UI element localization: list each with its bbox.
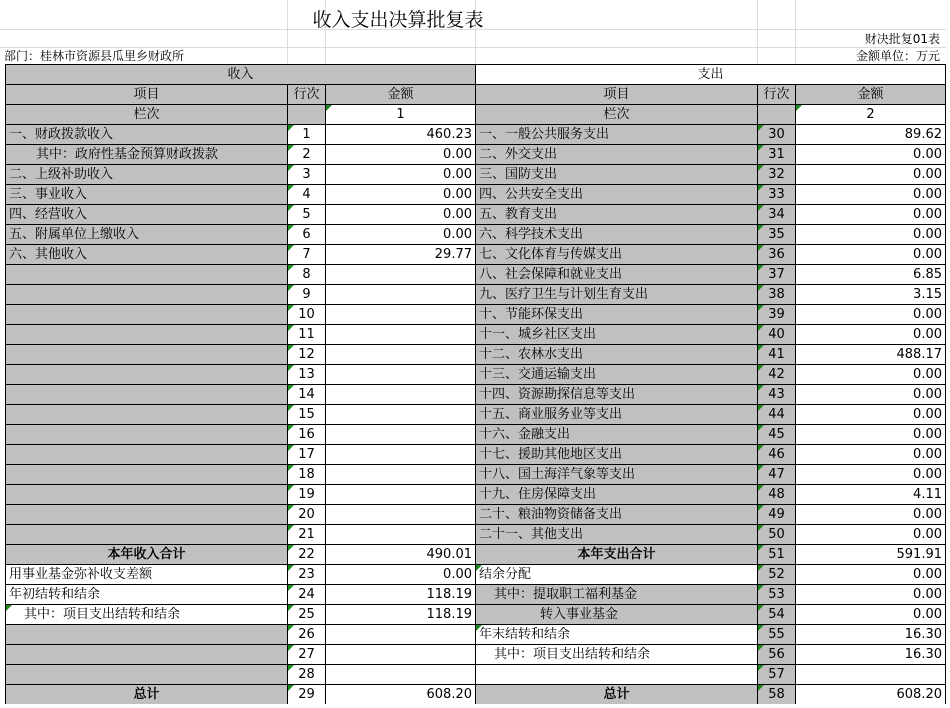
table-row: [6, 465, 946, 485]
table-row: [6, 585, 946, 605]
form-code: 财决批复01表: [864, 32, 940, 46]
expense-item-cell[interactable]: 十八、国土海洋气象等支出: [476, 465, 758, 485]
income-item-cell[interactable]: 四、经营收入: [6, 205, 288, 225]
income-rowno-cell[interactable]: 23: [288, 565, 326, 585]
expense-rowno-cell[interactable]: 57: [758, 665, 796, 685]
income-rowno-cell[interactable]: 24: [288, 585, 326, 605]
income-rowno-cell[interactable]: 29: [288, 685, 326, 705]
income-item-cell[interactable]: 一、财政拨款收入: [6, 125, 288, 145]
expense-item-cell[interactable]: 三、国防支出: [476, 165, 758, 185]
expense-rowno-cell[interactable]: 32: [758, 165, 796, 185]
expense-amount-cell[interactable]: 0.00: [796, 205, 946, 225]
expense-item-cell[interactable]: 十四、资源勘探信息等支出: [476, 385, 758, 405]
expense-rowno-cell[interactable]: 45: [758, 425, 796, 445]
income-header[interactable]: 收入: [6, 65, 476, 85]
income-rowno-cell[interactable]: 18: [288, 465, 326, 485]
table-row: [6, 365, 946, 385]
income-column-label[interactable]: 栏次: [6, 105, 288, 125]
expense-amount-cell[interactable]: 591.91: [796, 545, 946, 565]
income-rowno-cell[interactable]: 11: [288, 325, 326, 345]
table-row: [6, 145, 946, 165]
table-row: [6, 505, 946, 525]
expense-rowno-cell[interactable]: 49: [758, 505, 796, 525]
income-amount-cell[interactable]: 29.77: [326, 245, 476, 265]
income-amount-cell[interactable]: 0.00: [326, 225, 476, 245]
unit-label: 金额单位：万元: [855, 49, 940, 63]
expense-rowno-cell[interactable]: 56: [758, 645, 796, 665]
expense-item-cell[interactable]: 年末结转和结余: [476, 625, 758, 645]
income-item-cell[interactable]: [6, 665, 288, 685]
expense-item-header[interactable]: 项目: [476, 85, 758, 105]
table-row: [6, 345, 946, 365]
income-item-cell[interactable]: 用事业基金弥补收支差额: [6, 565, 288, 585]
table-row: [6, 385, 946, 405]
expense-amount-cell[interactable]: 488.17: [796, 345, 946, 365]
expense-item-cell[interactable]: 二十、粮油物资储备支出: [476, 505, 758, 525]
income-item-cell[interactable]: [6, 365, 288, 385]
income-item-cell[interactable]: 二、上级补助收入: [6, 165, 288, 185]
income-rowno-cell[interactable]: 4: [288, 185, 326, 205]
expense-amount-cell[interactable]: 0.00: [796, 525, 946, 545]
expense-amount-cell[interactable]: 4.11: [796, 485, 946, 505]
income-column-number[interactable]: 1: [326, 105, 476, 125]
table-row: [6, 665, 946, 685]
expense-amount-cell[interactable]: 0.00: [796, 605, 946, 625]
income-rowno-cell[interactable]: 14: [288, 385, 326, 405]
budget-table: [5, 64, 946, 705]
expense-rowno-cell[interactable]: 39: [758, 305, 796, 325]
income-rowno-cell[interactable]: 17: [288, 445, 326, 465]
expense-rowno-cell[interactable]: 46: [758, 445, 796, 465]
expense-amount-cell[interactable]: 0.00: [796, 145, 946, 165]
income-rowno-cell[interactable]: 9: [288, 285, 326, 305]
expense-rowno-cell[interactable]: 30: [758, 125, 796, 145]
income-amount-cell[interactable]: [326, 525, 476, 545]
expense-rowno-cell[interactable]: 36: [758, 245, 796, 265]
income-item-cell[interactable]: [6, 505, 288, 525]
income-item-cell[interactable]: [6, 425, 288, 445]
expense-amount-cell[interactable]: 0.00: [796, 365, 946, 385]
expense-column-label[interactable]: 栏次: [476, 105, 758, 125]
income-amount-cell[interactable]: 0.00: [326, 565, 476, 585]
table-row: [6, 185, 946, 205]
viewport-edge: [0, 704, 950, 708]
table-row: [6, 305, 946, 325]
expense-item-cell[interactable]: 本年支出合计: [476, 545, 758, 565]
expense-amount-cell[interactable]: 0.00: [796, 185, 946, 205]
income-item-cell[interactable]: 年初结转和结余: [6, 585, 288, 605]
income-amount-cell[interactable]: [326, 405, 476, 425]
expense-item-cell[interactable]: 十、节能环保支出: [476, 305, 758, 325]
expense-rowno-cell[interactable]: 33: [758, 185, 796, 205]
expense-rowno-cell[interactable]: 35: [758, 225, 796, 245]
expense-amount-cell[interactable]: 0.00: [796, 245, 946, 265]
income-item-cell[interactable]: [6, 485, 288, 505]
income-rowno-cell[interactable]: 16: [288, 425, 326, 445]
expense-amount-cell[interactable]: 0.00: [796, 325, 946, 345]
income-amount-cell[interactable]: [326, 665, 476, 685]
expense-item-cell[interactable]: 二、外交支出: [476, 145, 758, 165]
income-amount-cell[interactable]: [326, 645, 476, 665]
expense-rowno-cell[interactable]: 42: [758, 365, 796, 385]
table-row: [6, 565, 946, 585]
income-rowno-cell[interactable]: 12: [288, 345, 326, 365]
expense-amount-cell[interactable]: 0.00: [796, 425, 946, 445]
expense-rowno-cell[interactable]: 34: [758, 205, 796, 225]
table-row: [6, 325, 946, 345]
income-item-cell[interactable]: [6, 625, 288, 645]
table-row: [6, 225, 946, 245]
income-rowno-cell[interactable]: 21: [288, 525, 326, 545]
expense-item-cell[interactable]: 十六、金融支出: [476, 425, 758, 445]
expense-rowno-cell[interactable]: 43: [758, 385, 796, 405]
income-item-cell[interactable]: [6, 385, 288, 405]
table-row: [6, 525, 946, 545]
income-amount-cell[interactable]: 118.19: [326, 585, 476, 605]
income-amount-cell[interactable]: 0.00: [326, 185, 476, 205]
expense-rowno-cell[interactable]: 31: [758, 145, 796, 165]
table-row: [6, 245, 946, 265]
table-row: [6, 405, 946, 425]
expense-rowno-cell[interactable]: 48: [758, 485, 796, 505]
department-label: 部门：桂林市资源县瓜里乡财政所: [4, 49, 185, 63]
income-rowno-cell[interactable]: 1: [288, 125, 326, 145]
income-amount-cell[interactable]: 490.01: [326, 545, 476, 565]
income-amount-cell[interactable]: [326, 385, 476, 405]
table-row: [6, 605, 946, 625]
income-item-cell[interactable]: 总计: [6, 685, 288, 705]
expense-amount-cell[interactable]: 0.00: [796, 385, 946, 405]
expense-column-blank[interactable]: [758, 105, 796, 125]
income-amount-cell[interactable]: [326, 265, 476, 285]
income-item-cell[interactable]: 本年收入合计: [6, 545, 288, 565]
expense-rowno-cell[interactable]: 44: [758, 405, 796, 425]
expense-amount-header[interactable]: 金额: [796, 85, 946, 105]
expense-item-cell[interactable]: 十九、住房保障支出: [476, 485, 758, 505]
table-row: [6, 265, 946, 285]
income-amount-cell[interactable]: [326, 305, 476, 325]
expense-rowno-cell[interactable]: 40: [758, 325, 796, 345]
expense-item-cell[interactable]: 六、科学技术支出: [476, 225, 758, 245]
income-amount-cell[interactable]: 0.00: [326, 165, 476, 185]
expense-rowno-cell[interactable]: 41: [758, 345, 796, 365]
expense-amount-cell[interactable]: 3.15: [796, 285, 946, 305]
income-item-cell[interactable]: [6, 305, 288, 325]
income-rowno-cell[interactable]: 7: [288, 245, 326, 265]
expense-item-cell[interactable]: 十二、农林水支出: [476, 345, 758, 365]
expense-rowno-cell[interactable]: 55: [758, 625, 796, 645]
expense-amount-cell[interactable]: 16.30: [796, 625, 946, 645]
income-amount-cell[interactable]: [326, 365, 476, 385]
income-item-cell[interactable]: [6, 405, 288, 425]
expense-rowno-cell[interactable]: 51: [758, 545, 796, 565]
income-rowno-cell[interactable]: 20: [288, 505, 326, 525]
income-amount-cell[interactable]: [326, 505, 476, 525]
table-row: [6, 125, 946, 145]
expense-amount-cell[interactable]: 0.00: [796, 445, 946, 465]
income-column-blank[interactable]: [288, 105, 326, 125]
expense-item-cell[interactable]: 转入事业基金: [476, 605, 758, 625]
income-item-cell[interactable]: [6, 265, 288, 285]
expense-amount-cell[interactable]: 0.00: [796, 405, 946, 425]
income-item-cell[interactable]: [6, 645, 288, 665]
expense-item-cell[interactable]: 四、公共安全支出: [476, 185, 758, 205]
page-title-text: 收入支出决算批复表: [312, 9, 484, 31]
income-amount-cell[interactable]: [326, 485, 476, 505]
expense-rowno-cell[interactable]: 58: [758, 685, 796, 705]
expense-item-cell[interactable]: 二十一、其他支出: [476, 525, 758, 545]
income-amount-header[interactable]: 金额: [326, 85, 476, 105]
expense-amount-cell[interactable]: 0.00: [796, 505, 946, 525]
expense-item-cell[interactable]: 十七、援助其他地区支出: [476, 445, 758, 465]
expense-column-number[interactable]: 2: [796, 105, 946, 125]
income-item-cell[interactable]: 三、事业收入: [6, 185, 288, 205]
expense-item-cell[interactable]: 一、一般公共服务支出: [476, 125, 758, 145]
table-row: [6, 425, 946, 445]
expense-amount-cell[interactable]: 89.62: [796, 125, 946, 145]
income-amount-cell[interactable]: [326, 325, 476, 345]
expense-item-cell[interactable]: 其中：项目支出结转和结余: [476, 645, 758, 665]
income-rowno-cell[interactable]: 6: [288, 225, 326, 245]
income-amount-cell[interactable]: 0.00: [326, 205, 476, 225]
expense-item-cell[interactable]: 九、医疗卫生与计划生育支出: [476, 285, 758, 305]
expense-amount-cell[interactable]: 608.20: [796, 685, 946, 705]
income-rowno-cell[interactable]: 13: [288, 365, 326, 385]
income-amount-cell[interactable]: [326, 465, 476, 485]
table-row: [6, 625, 946, 645]
income-amount-cell[interactable]: 608.20: [326, 685, 476, 705]
expense-item-cell[interactable]: 其中：提取职工福利基金: [476, 585, 758, 605]
income-amount-cell[interactable]: 460.23: [326, 125, 476, 145]
income-rowno-cell[interactable]: 25: [288, 605, 326, 625]
income-item-cell[interactable]: [6, 445, 288, 465]
income-item-cell[interactable]: 其中：政府性基金预算财政拨款: [6, 145, 288, 165]
expense-header[interactable]: 支出: [476, 65, 946, 85]
income-rowno-cell[interactable]: 8: [288, 265, 326, 285]
income-rowno-cell[interactable]: 26: [288, 625, 326, 645]
income-item-cell[interactable]: [6, 345, 288, 365]
income-rowno-cell[interactable]: 5: [288, 205, 326, 225]
expense-rowno-cell[interactable]: 37: [758, 265, 796, 285]
income-amount-cell[interactable]: [326, 285, 476, 305]
income-item-cell[interactable]: 其中：项目支出结转和结余: [6, 605, 288, 625]
expense-item-cell[interactable]: 七、文化体育与传媒支出: [476, 245, 758, 265]
expense-rowno-cell[interactable]: 38: [758, 285, 796, 305]
expense-amount-cell[interactable]: 0.00: [796, 565, 946, 585]
table-row: [6, 545, 946, 565]
expense-amount-cell[interactable]: 16.30: [796, 645, 946, 665]
income-amount-cell[interactable]: 118.19: [326, 605, 476, 625]
expense-item-cell[interactable]: 总计: [476, 685, 758, 705]
expense-rowno-cell[interactable]: 50: [758, 525, 796, 545]
expense-item-cell[interactable]: 五、教育支出: [476, 205, 758, 225]
income-rowno-cell[interactable]: 3: [288, 165, 326, 185]
expense-item-cell[interactable]: 十五、商业服务业等支出: [476, 405, 758, 425]
expense-amount-cell[interactable]: 0.00: [796, 165, 946, 185]
income-rowno-cell[interactable]: 19: [288, 485, 326, 505]
expense-amount-cell[interactable]: 0.00: [796, 225, 946, 245]
expense-rowno-header[interactable]: 行次: [758, 85, 796, 105]
income-amount-cell[interactable]: [326, 625, 476, 645]
table-row: [6, 205, 946, 225]
income-amount-cell[interactable]: [326, 345, 476, 365]
expense-amount-cell[interactable]: 6.85: [796, 265, 946, 285]
income-item-cell[interactable]: [6, 325, 288, 345]
table-row: [6, 285, 946, 305]
income-rowno-cell[interactable]: 28: [288, 665, 326, 685]
expense-item-cell[interactable]: 十一、城乡社区支出: [476, 325, 758, 345]
income-amount-cell[interactable]: [326, 425, 476, 445]
table-row: [6, 645, 946, 665]
income-rowno-header[interactable]: 行次: [288, 85, 326, 105]
expense-item-cell[interactable]: 十三、交通运输支出: [476, 365, 758, 385]
income-item-cell[interactable]: [6, 465, 288, 485]
expense-item-cell[interactable]: [476, 665, 758, 685]
expense-rowno-cell[interactable]: 54: [758, 605, 796, 625]
expense-item-cell[interactable]: 八、社会保障和就业支出: [476, 265, 758, 285]
expense-amount-cell[interactable]: 0.00: [796, 585, 946, 605]
income-amount-cell[interactable]: [326, 445, 476, 465]
income-rowno-cell[interactable]: 2: [288, 145, 326, 165]
table-row: [6, 165, 946, 185]
expense-amount-cell[interactable]: 0.00: [796, 465, 946, 485]
income-rowno-cell[interactable]: 15: [288, 405, 326, 425]
income-item-header[interactable]: 项目: [6, 85, 288, 105]
income-rowno-cell[interactable]: 22: [288, 545, 326, 565]
income-item-cell[interactable]: [6, 285, 288, 305]
income-rowno-cell[interactable]: 27: [288, 645, 326, 665]
expense-amount-cell[interactable]: [796, 665, 946, 685]
expense-amount-cell[interactable]: 0.00: [796, 305, 946, 325]
expense-rowno-cell[interactable]: 52: [758, 565, 796, 585]
table-row: [6, 445, 946, 465]
table-row: [6, 485, 946, 505]
page-title: [0, 0, 946, 40]
income-item-cell[interactable]: 五、附属单位上缴收入: [6, 225, 288, 245]
income-rowno-cell[interactable]: 10: [288, 305, 326, 325]
expense-rowno-cell[interactable]: 47: [758, 465, 796, 485]
expense-rowno-cell[interactable]: 53: [758, 585, 796, 605]
expense-item-cell[interactable]: 结余分配: [476, 565, 758, 585]
income-item-cell[interactable]: [6, 525, 288, 545]
income-amount-cell[interactable]: 0.00: [326, 145, 476, 165]
income-item-cell[interactable]: 六、其他收入: [6, 245, 288, 265]
table-row: [6, 685, 946, 705]
